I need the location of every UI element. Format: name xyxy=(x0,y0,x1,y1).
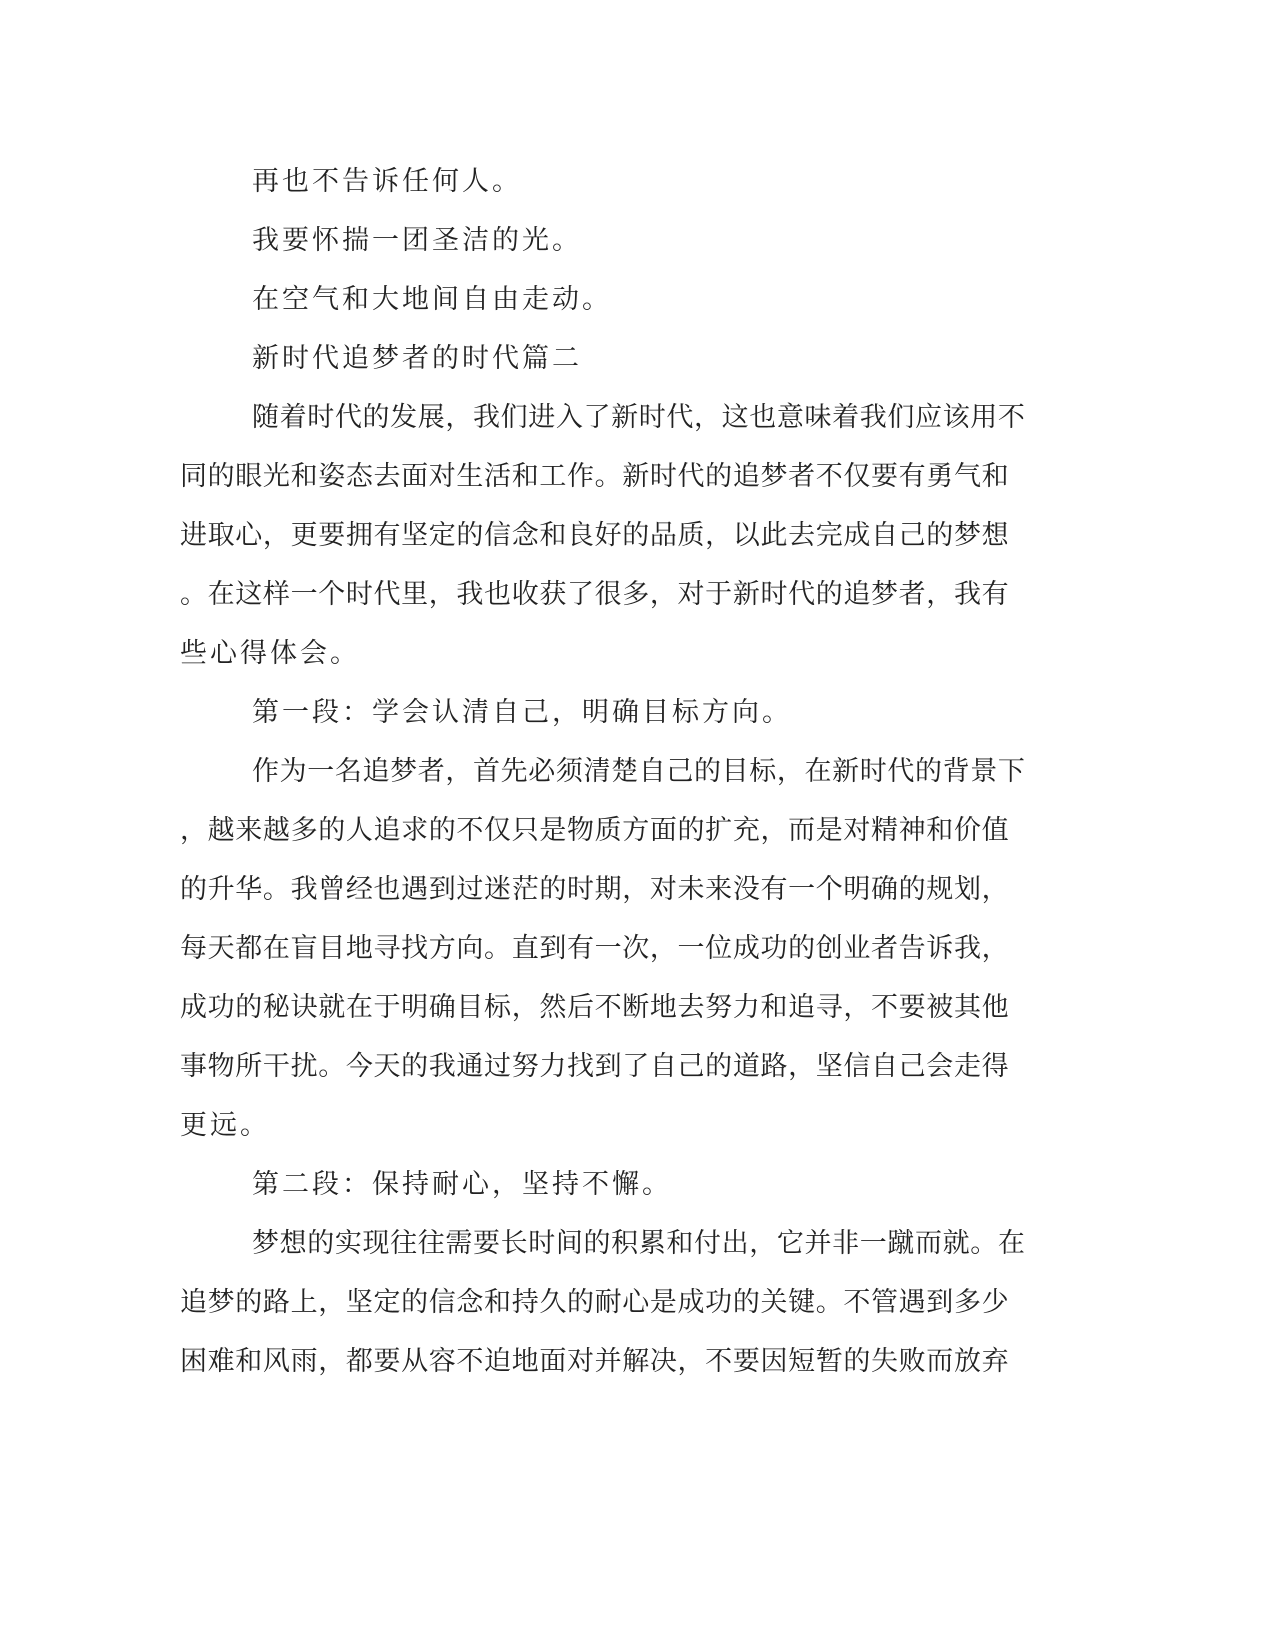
paragraph-line: 事 物 所 干 扰 。 今 天 的 我 通 过 努 力 找 到 了 自 己 的 道 路 ， 坚 信 自 己 会 走 得 xyxy=(180,1051,1009,1082)
text-line: 在空气和大地间自由走动。 xyxy=(252,284,612,315)
text-line: 再也不告诉任何人。 xyxy=(252,166,522,197)
paragraph-line: 梦 想 的 实 现 往 往 需 要 长 时 间 的 积 累 和 付 出 ， 它 并 非 一 蹴 而 就 。 在 xyxy=(252,1228,1025,1259)
text-line: 我要怀揣一团圣洁的光。 xyxy=(252,225,582,256)
section-heading: 第一段：学会认清自己，明确目标方向。 xyxy=(252,697,792,728)
paragraph-line: 。 在 这 样 一 个 时 代 里 ， 我 也 收 获 了 很 多 ， 对 于 新 时 代 的 追 梦 者 ， 我 有 xyxy=(180,579,1009,610)
paragraph-line: 进 取 心 ， 更 要 拥 有 坚 定 的 信 念 和 良 好 的 品 质 ， 以 此 去 完 成 自 己 的 梦 想 xyxy=(180,520,1009,551)
section-heading: 新时代追梦者的时代篇二 xyxy=(252,343,582,374)
paragraph-line: 每 天 都 在 盲 目 地 寻 找 方 向 。 直 到 有 一 次 ， 一 位 成 功 的 创 业 者 告 诉 我 ， xyxy=(180,933,1009,964)
paragraph-line: 些心得体会。 xyxy=(180,638,360,669)
paragraph-line: 追 梦 的 路 上 ， 坚 定 的 信 念 和 持 久 的 耐 心 是 成 功 的 关 键 。 不 管 遇 到 多 少 xyxy=(180,1287,1009,1318)
paragraph-line: 更远。 xyxy=(180,1110,270,1141)
paragraph-line: 随 着 时 代 的 发 展 ， 我 们 进 入 了 新 时 代 ， 这 也 意 味 着 我 们 应 该 用 不 xyxy=(252,402,1025,433)
paragraph-line: 困 难 和 风 雨 ， 都 要 从 容 不 迫 地 面 对 并 解 决 ， 不 要 因 短 暂 的 失 败 而 放 弃 xyxy=(180,1346,1009,1377)
paragraph-line: ， 越 来 越 多 的 人 追 求 的 不 仅 只 是 物 质 方 面 的 扩 充 ， 而 是 对 精 神 和 价 值 xyxy=(180,815,1009,846)
paragraph-line: 的 升 华 。 我 曾 经 也 遇 到 过 迷 茫 的 时 期 ， 对 未 来 没 有 一 个 明 确 的 规 划 ， xyxy=(180,874,1009,905)
paragraph-line: 成 功 的 秘 诀 就 在 于 明 确 目 标 ， 然 后 不 断 地 去 努 力 和 追 寻 ， 不 要 被 其 他 xyxy=(180,992,1009,1023)
section-heading: 第二段：保持耐心，坚持不懈。 xyxy=(252,1169,672,1200)
paragraph-line: 同 的 眼 光 和 姿 态 去 面 对 生 活 和 工 作 。 新 时 代 的 追 梦 者 不 仅 要 有 勇 气 和 xyxy=(180,461,1009,492)
paragraph-line: 作 为 一 名 追 梦 者 ， 首 先 必 须 清 楚 自 己 的 目 标 ， 在 新 时 代 的 背 景 下 xyxy=(252,756,1025,787)
